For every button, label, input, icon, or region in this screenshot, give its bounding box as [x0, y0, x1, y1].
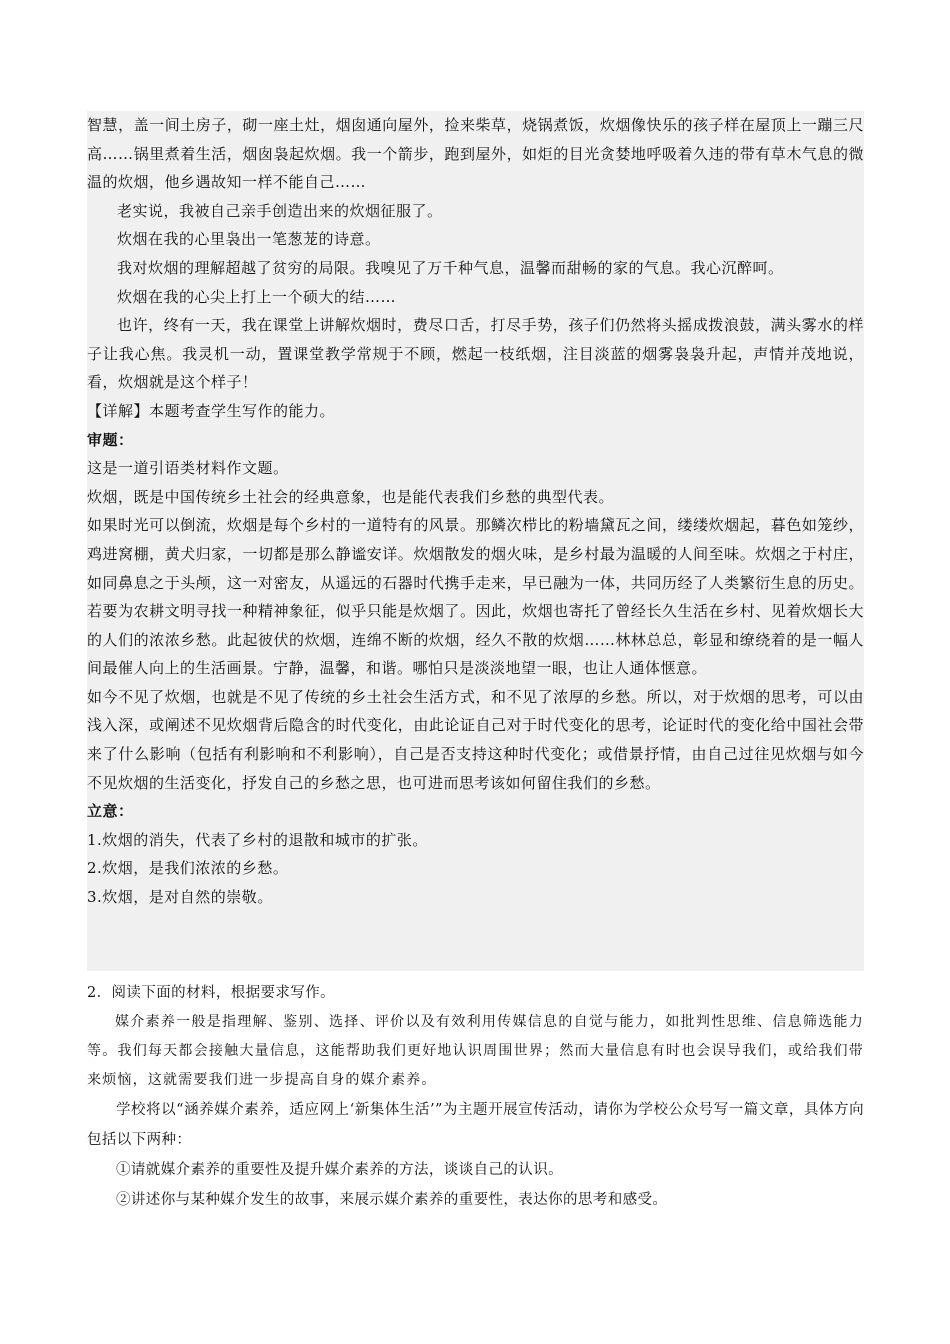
thesis-item: 3.炊烟，是对自然的崇敬。: [87, 888, 273, 907]
essay-paragraph: 也许，终有一天，我在课堂上讲解炊烟时，费尽口舌，打尽手势，孩子们仍然将头摇成拨浪鼓，满头雾水的样子让我心焦。我灵机一动，置课堂教学常规于不顾，燃起一枝纸烟，注目淡蓝的烟雾袅袅升起，声情并茂地说，看，炊烟就是这个样子！: [87, 316, 864, 392]
section-heading-liyi: 立意：: [87, 802, 134, 821]
essay-paragraph: 炊烟在我的心尖上打上一个硕大的结……: [117, 287, 397, 306]
section-heading-shenti: 审题：: [87, 430, 134, 449]
essay-paragraph: 老实说，我被自己亲手创造出来的炊烟征服了。: [117, 201, 443, 220]
question-option-2: ②讲述你与某种媒介发生的故事，来展示媒介素养的重要性，表达你的思考和感受。: [116, 1192, 668, 1208]
question-heading: 2．阅读下面的材料，根据要求写作。: [87, 985, 336, 1001]
essay-paragraph: 智慧，盖一间土房子，砌一座土灶，烟囱通向屋外，捡来柴草，烧锅煮饭，炊烟像快乐的孩子样在屋顶上一蹦三尺高……锅里煮着生活，烟囱袅起炊烟。我一个箭步，跑到屋外，如炬的目光贪婪地呼吸着久违的带有草木气息的微温的炊烟，他乡遇故知一样不能自己……: [87, 116, 864, 192]
analysis-intro: 【详解】本题考查学生写作的能力。: [87, 401, 336, 420]
thesis-item: 2.炊烟，是我们浓浓的乡愁。: [87, 859, 289, 878]
analysis-paragraph: 如果时光可以倒流，炊烟是每个乡村的一道特有的风景。那鳞次栉比的粉墙黛瓦之间，缕缕炊烟起，暮色如笼纱，鸡进窝棚，黄犬归家，一切都是那么静谧安详。炊烟散发的烟火味，是乡村最为温暖的人间至味。炊烟之于村庄，如同鼻息之于头颅，这一对密友，从遥远的石器时代携手走来，早已融为一体，共同历经了人类繁衍生息的历史。若要为农耕文明寻找一种精神象征，似乎只能是炊烟了。因此，炊烟也寄托了曾经长久生活在乡村、见着炊烟长大的人们的浓浓乡愁。此起彼伏的炊烟，连绵不断的炊烟，经久不散的炊烟……林林总总，彰显和缭绕着的是一幅人间最催人向上的生活画景。宁静，温馨，和谐。哪怕只是淡淡地望一眼，也让人通体惬意。: [87, 516, 864, 678]
essay-paragraph: 我对炊烟的理解超越了贫穷的局限。我嗅见了万千种气息，温馨而甜畅的家的气息。我心沉醉呵。: [117, 258, 784, 277]
analysis-paragraph: 炊烟，既是中国传统乡土社会的经典意象，也是能代表我们乡愁的典型代表。: [87, 487, 615, 506]
thesis-item: 1.炊烟的消失，代表了乡村的退散和城市的扩张。: [87, 830, 428, 849]
question-option-1: ①请就媒介素养的重要性及提升媒介素养的方法，谈谈自己的认识。: [116, 1162, 563, 1178]
analysis-paragraph: 这是一道引语类材料作文题。: [87, 459, 289, 478]
question-material: 媒介素养一般是指理解、鉴别、选择、评价以及有效利用传媒信息的自觉与能力，如批判性思维、信息筛选能力等。我们每天都会接触大量信息，这能帮助我们更好地认识周围世界；然而大量信息有时也会误导我们，或给我们带来烦恼，这就需要我们进一步提高自身的媒介素养。: [87, 1014, 864, 1088]
question-task: 学校将以“涵养媒介素养，适应网上‘新集体生活’”为主题开展宣传活动，请你为学校公众号写一篇文章，具体方向包括以下两种：: [87, 1102, 864, 1148]
answer-analysis-block: [87, 111, 864, 971]
essay-paragraph: 炊烟在我的心里袅出一笔葱茏的诗意。: [117, 230, 381, 249]
analysis-paragraph: 如今不见了炊烟，也就是不见了传统的乡土社会生活方式，和不见了浓厚的乡愁。所以，对于炊烟的思考，可以由浅入深，或阐述不见炊烟背后隐含的时代变化，由此论证自己对于时代变化的思考，论证时代的变化给中国社会带来了什么影响（包括有利影响和不利影响），自己是否支持这种时代变化；或借景抒情，由自己过往见炊烟与如今不见炊烟的生活变化，抒发自己的乡愁之思，也可进而思考该如何留住我们的乡愁。: [87, 687, 864, 792]
question-2: [87, 978, 864, 1215]
